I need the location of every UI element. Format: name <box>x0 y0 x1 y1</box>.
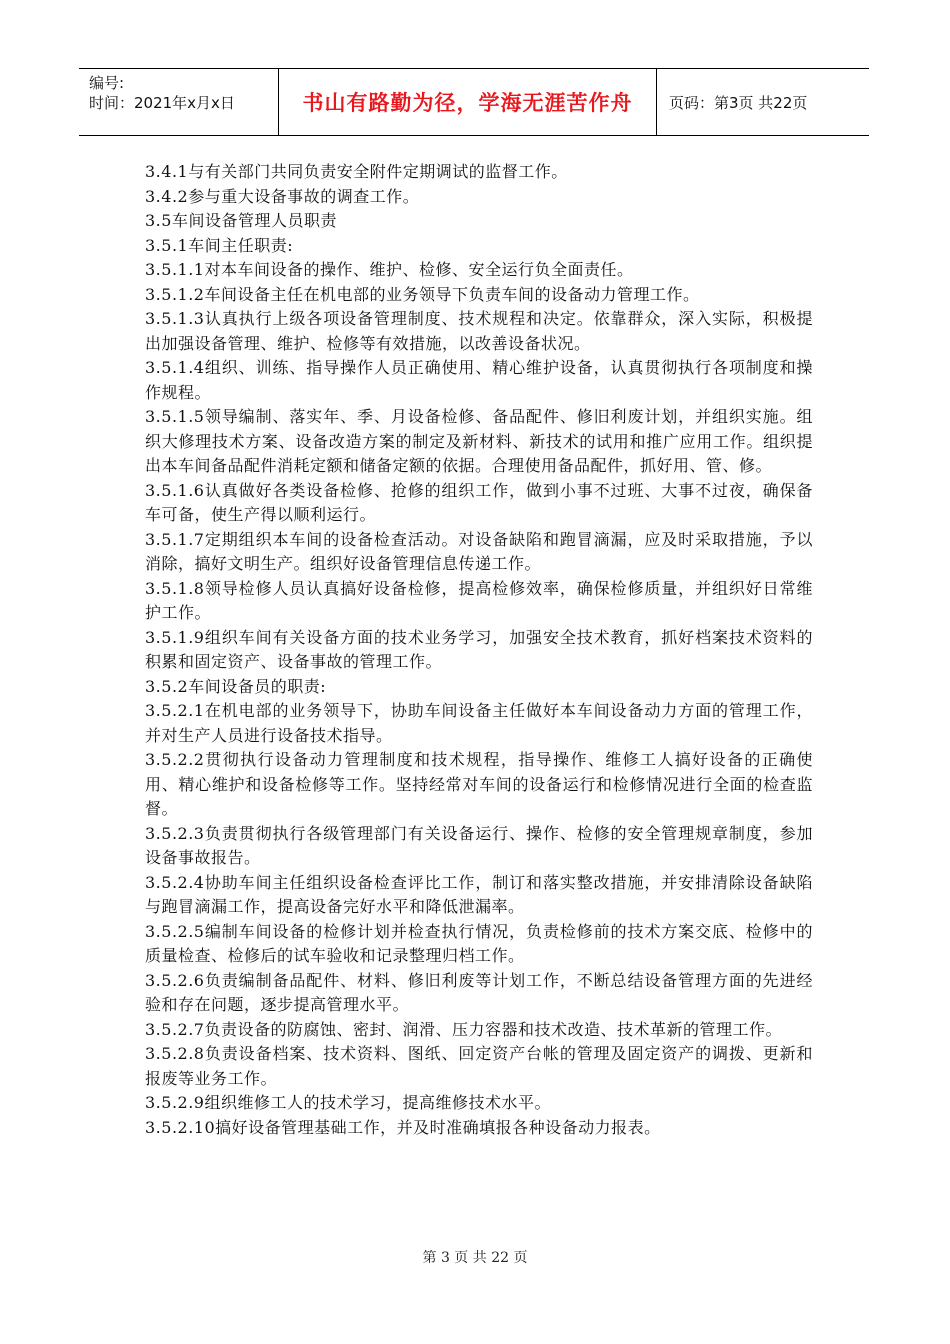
paragraph: 3.5.1.7定期组织本车间的设备检查活动。对设备缺陷和跑冒滴漏，应及时采取措施，予以消除，搞好文明生产。组织好设备管理信息传递工作。 <box>145 529 813 573</box>
paragraph: 3.5.2.7负责设备的防腐蚀、密封、润滑、压力容器和技术改造、技术革新的管理工作。 <box>145 1019 782 1039</box>
paragraph: 3.5.1.5领导编制、落实年、季、月设备检修、备品配件、修旧利废计划，并组织实施。组织大修理技术方案、设备改造方案的制定及新材料、新技术的试用和推广应用工作。组织提出本车间备品配件消耗定额和储备定额的依据。合理使用备品配件，抓好用、管、修。 <box>145 407 813 475</box>
page-header <box>79 68 869 136</box>
document-time-label: 时间：2021年x月x日 <box>89 94 235 112</box>
paragraph: 3.5.1.2车间设备主任在机电部的业务领导下负责车间的设备动力管理工作。 <box>145 284 700 304</box>
paragraph: 3.5.2.1在机电部的业务领导下，协助车间设备主任做好本车间设备动力方面的管理工作，并对生产人员进行设备技术指导。 <box>145 701 813 745</box>
paragraph: 3.5.2.8负责设备档案、技术资料、图纸、回定资产台帐的管理及固定资产的调拨、更新和报废等业务工作。 <box>145 1044 813 1088</box>
subsection-heading: 3.5.2车间设备员的职责: <box>145 676 327 696</box>
document-body <box>145 160 813 1140</box>
paragraph: 3.5.1.4组织、训练、指导操作人员正确使用、精心维护设备，认真贯彻执行各项制度和操作规程。 <box>145 358 813 402</box>
paragraph: 3.4.2参与重大设备事故的调查工作。 <box>145 186 420 206</box>
paragraph: 3.5.1.8领导检修人员认真搞好设备检修，提高检修效率，确保检修质量，并组织好日常维护工作。 <box>145 578 813 622</box>
section-heading: 3.5车间设备管理人员职责 <box>145 211 337 230</box>
paragraph: 3.5.2.9组织维修工人的技术学习，提高维修技术水平。 <box>145 1093 551 1112</box>
document-number-label: 编号: <box>89 74 125 92</box>
paragraph: 3.5.2.4协助车间主任组织设备检查评比工作，制订和落实整改措施，并安排清除设备缺陷与跑冒滴漏工作，提高设备完好水平和降低泄漏率。 <box>145 872 813 916</box>
paragraph: 3.5.2.3负责贯彻执行各级管理部门有关设备运行、操作、检修的安全管理规章制度，参加设备事故报告。 <box>145 823 813 867</box>
paragraph: 3.5.2.6负责编制备品配件、材料、修旧利废等计划工作，不断总结设备管理方面的先进经验和存在问题，逐步提高管理水平。 <box>145 970 813 1014</box>
paragraph: 3.5.2.2贯彻执行设备动力管理制度和技术规程，指导操作、维修工人搞好设备的正确使用、精心维护和设备检修等工作。坚持经常对车间的设备运行和检修情况进行全面的检查监督。 <box>145 750 813 818</box>
paragraph: 3.5.1.6认真做好各类设备检修、抢修的组织工作，做到小事不过班、大事不过夜，确保备车可备，使生产得以顺利运行。 <box>145 480 813 524</box>
paragraph: 3.5.1.1对本车间设备的操作、维护、检修、安全运行负全面责任。 <box>145 260 634 279</box>
paragraph: 3.5.1.3认真执行上级各项设备管理制度、技术规程和决定。依靠群众，深入实际，积极提出加强设备管理、维护、检修等有效措施，以改善设备状况。 <box>145 309 813 353</box>
header-meta <box>79 69 279 135</box>
subsection-heading: 3.5.1车间主任职责: <box>145 235 294 255</box>
page-footer: 第 3 页 共 22 页 <box>422 1250 528 1266</box>
paragraph: 3.5.1.9组织车间有关设备方面的技术业务学习，加强安全技术教育，抓好档案技术资料的积累和固定资产、设备事故的管理工作。 <box>145 627 813 671</box>
paragraph: 3.5.2.5编制车间设备的检修计划并检查执行情况，负责检修前的技术方案交底、检修中的质量检查、检修后的试车验收和记录整理归档工作。 <box>145 921 813 965</box>
paragraph: 3.5.2.10搞好设备管理基础工作，并及时准确填报各种设备动力报表。 <box>145 1117 661 1137</box>
header-slogan: 书山有路勤为径，学海无涯苦作舟 <box>279 69 657 135</box>
paragraph: 3.4.1与有关部门共同负责安全附件定期调试的监督工作。 <box>145 162 568 181</box>
header-page-info: 页码：第3页 共22页 <box>669 93 808 112</box>
